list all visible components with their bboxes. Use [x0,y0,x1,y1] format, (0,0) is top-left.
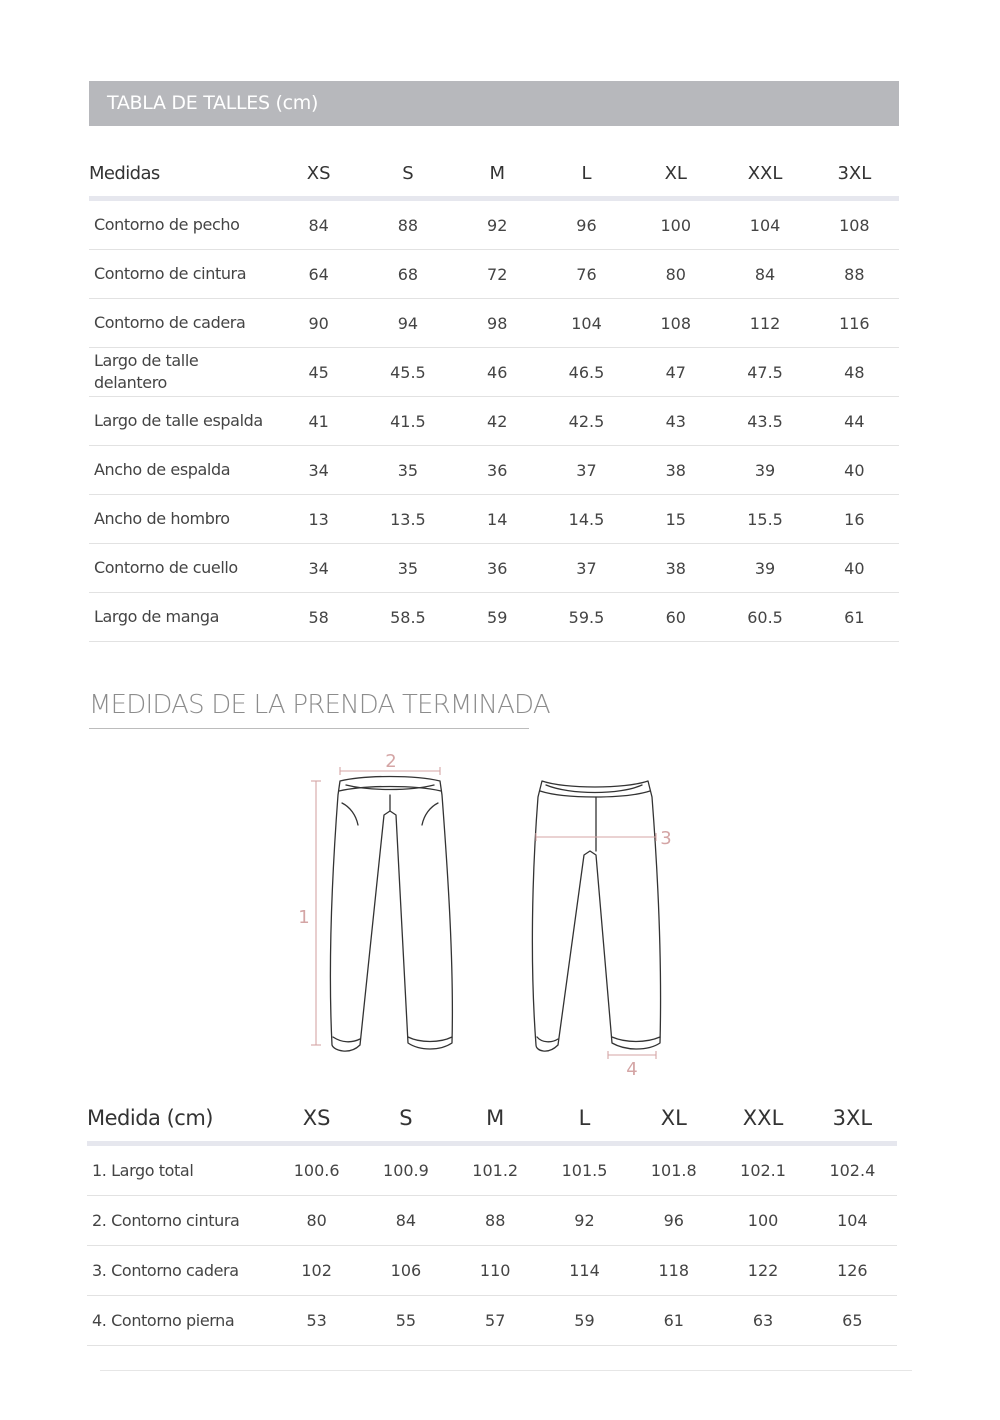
header-cell: Medidas [89,150,274,199]
table-cell: 35 [363,544,452,593]
row-label: Contorno de pecho [89,199,274,250]
table-cell: 100 [631,199,720,250]
header-cell: M [453,150,542,199]
table-cell: 100.9 [361,1144,450,1196]
header-cell: XS [272,1095,361,1144]
table-row [89,348,899,397]
table-cell: 84 [361,1196,450,1246]
table-cell: 45 [274,348,363,397]
table-cell: 15.5 [720,495,809,544]
table-cell: 61 [629,1296,718,1346]
table-row [87,1296,897,1346]
table-cell: 13.5 [363,495,452,544]
table-cell: 34 [274,446,363,495]
table-cell: 38 [631,446,720,495]
table-cell: 104 [808,1196,897,1246]
table-cell: 90 [274,299,363,348]
header-cell: L [542,150,631,199]
table-cell: 16 [810,495,899,544]
size-table-header-row [89,150,899,199]
table-cell: 114 [540,1246,629,1296]
table-cell: 65 [808,1296,897,1346]
table-cell: 116 [810,299,899,348]
table-cell: 101.5 [540,1144,629,1196]
header-cell: 3XL [810,150,899,199]
table-cell: 101.8 [629,1144,718,1196]
pants-back-waistband-inner [546,785,642,793]
table-cell: 100 [718,1196,807,1246]
table-cell: 13 [274,495,363,544]
table-cell: 53 [272,1296,361,1346]
table-cell: 39 [720,544,809,593]
table-cell: 59.5 [542,593,631,642]
table-cell: 110 [451,1246,540,1296]
table-cell: 126 [808,1246,897,1296]
header-cell: S [363,150,452,199]
table-row [89,495,899,544]
table-cell: 88 [451,1196,540,1246]
table-row [89,593,899,642]
table-cell: 57 [451,1296,540,1346]
table-cell: 46 [453,348,542,397]
pants-front-hem-left [333,1037,360,1042]
header-cell: XXL [718,1095,807,1144]
table-cell: 80 [631,250,720,299]
garment-section-title: MEDIDAS DE LA PRENDA TERMINADA [89,690,529,729]
table-row [87,1196,897,1246]
table-cell: 108 [631,299,720,348]
table-cell: 47.5 [720,348,809,397]
table-cell: 102 [272,1246,361,1296]
table-cell: 47 [631,348,720,397]
table-cell: 39 [720,446,809,495]
header-cell: S [361,1095,450,1144]
table-cell: 58.5 [363,593,452,642]
table-cell: 61 [810,593,899,642]
pants-front-pocket-right [422,803,438,825]
table-cell: 68 [363,250,452,299]
table-cell: 38 [631,544,720,593]
row-label: Ancho de espalda [89,446,274,495]
table-cell: 102.4 [808,1144,897,1196]
table-cell: 84 [274,199,363,250]
table-cell: 40 [810,544,899,593]
table-cell: 59 [453,593,542,642]
table-cell: 92 [540,1196,629,1246]
table-cell: 36 [453,446,542,495]
header-cell: XL [631,150,720,199]
header-cell: XL [629,1095,718,1144]
table-cell: 42 [453,397,542,446]
table-cell: 43.5 [720,397,809,446]
table-cell: 76 [542,250,631,299]
row-label: Ancho de hombro [89,495,274,544]
table-cell: 55 [361,1296,450,1346]
table-row [89,544,899,593]
table-cell: 14 [453,495,542,544]
pants-diagram [290,745,690,1085]
table-cell: 88 [810,250,899,299]
table-cell: 72 [453,250,542,299]
table-row [89,250,899,299]
table-cell: 15 [631,495,720,544]
table-cell: 64 [274,250,363,299]
table-cell: 122 [718,1246,807,1296]
row-label: Contorno de cintura [89,250,274,299]
table-cell: 88 [363,199,452,250]
table-cell: 42.5 [542,397,631,446]
row-label: Largo de manga [89,593,274,642]
table-cell: 40 [810,446,899,495]
pants-front-waistband-inner [346,785,434,790]
table-cell: 108 [810,199,899,250]
size-table-title: TABLA DE TALLES (cm) [89,81,899,126]
marker-4: 4 [626,1059,638,1080]
table-cell: 41 [274,397,363,446]
table-cell: 37 [542,446,631,495]
footer-divider [100,1370,912,1371]
table-row [89,446,899,495]
row-label: 4. Contorno pierna [87,1296,272,1346]
table-cell: 45.5 [363,348,452,397]
row-label: 3. Contorno cadera [87,1246,272,1296]
header-cell: L [540,1095,629,1144]
size-table [89,150,899,642]
table-cell: 98 [453,299,542,348]
header-cell: 3XL [808,1095,897,1144]
table-cell: 101.2 [451,1144,540,1196]
marker-2: 2 [385,751,397,772]
row-label: Largo de talle espalda [89,397,274,446]
header-cell: M [451,1095,540,1144]
garment-table [87,1095,897,1346]
table-cell: 106 [361,1246,450,1296]
table-cell: 37 [542,544,631,593]
table-row [89,299,899,348]
table-cell: 80 [272,1196,361,1246]
marker-3: 3 [660,828,672,849]
table-cell: 104 [542,299,631,348]
table-cell: 96 [542,199,631,250]
table-cell: 96 [629,1196,718,1246]
table-cell: 118 [629,1246,718,1296]
table-cell: 100.6 [272,1144,361,1196]
table-cell: 48 [810,348,899,397]
table-cell: 36 [453,544,542,593]
pants-back-hem-right [612,1037,660,1042]
pants-front-outline [330,777,452,1052]
table-cell: 59 [540,1296,629,1346]
table-cell: 112 [720,299,809,348]
table-cell: 92 [453,199,542,250]
pants-back-hem-left [537,1037,558,1042]
table-cell: 102.1 [718,1144,807,1196]
table-cell: 84 [720,250,809,299]
header-cell: XS [274,150,363,199]
table-row [87,1144,897,1196]
row-label: 1. Largo total [87,1144,272,1196]
table-cell: 94 [363,299,452,348]
garment-table-header-row [87,1095,897,1144]
table-cell: 46.5 [542,348,631,397]
table-cell: 43 [631,397,720,446]
table-cell: 58 [274,593,363,642]
table-cell: 14.5 [542,495,631,544]
header-cell: XXL [720,150,809,199]
table-cell: 104 [720,199,809,250]
table-cell: 35 [363,446,452,495]
table-row [89,199,899,250]
row-label: Contorno de cuello [89,544,274,593]
table-cell: 60 [631,593,720,642]
table-cell: 63 [718,1296,807,1346]
table-cell: 34 [274,544,363,593]
header-cell: Medida (cm) [87,1095,272,1144]
table-cell: 44 [810,397,899,446]
row-label: 2. Contorno cintura [87,1196,272,1246]
marker-1: 1 [298,907,310,928]
row-label: Contorno de cadera [89,299,274,348]
pants-front-hem-right [408,1037,452,1042]
table-cell: 41.5 [363,397,452,446]
table-row [87,1246,897,1296]
table-row [89,397,899,446]
pants-front-pocket-left [342,803,358,825]
row-label: Largo de talle delantero [89,348,274,397]
table-cell: 60.5 [720,593,809,642]
